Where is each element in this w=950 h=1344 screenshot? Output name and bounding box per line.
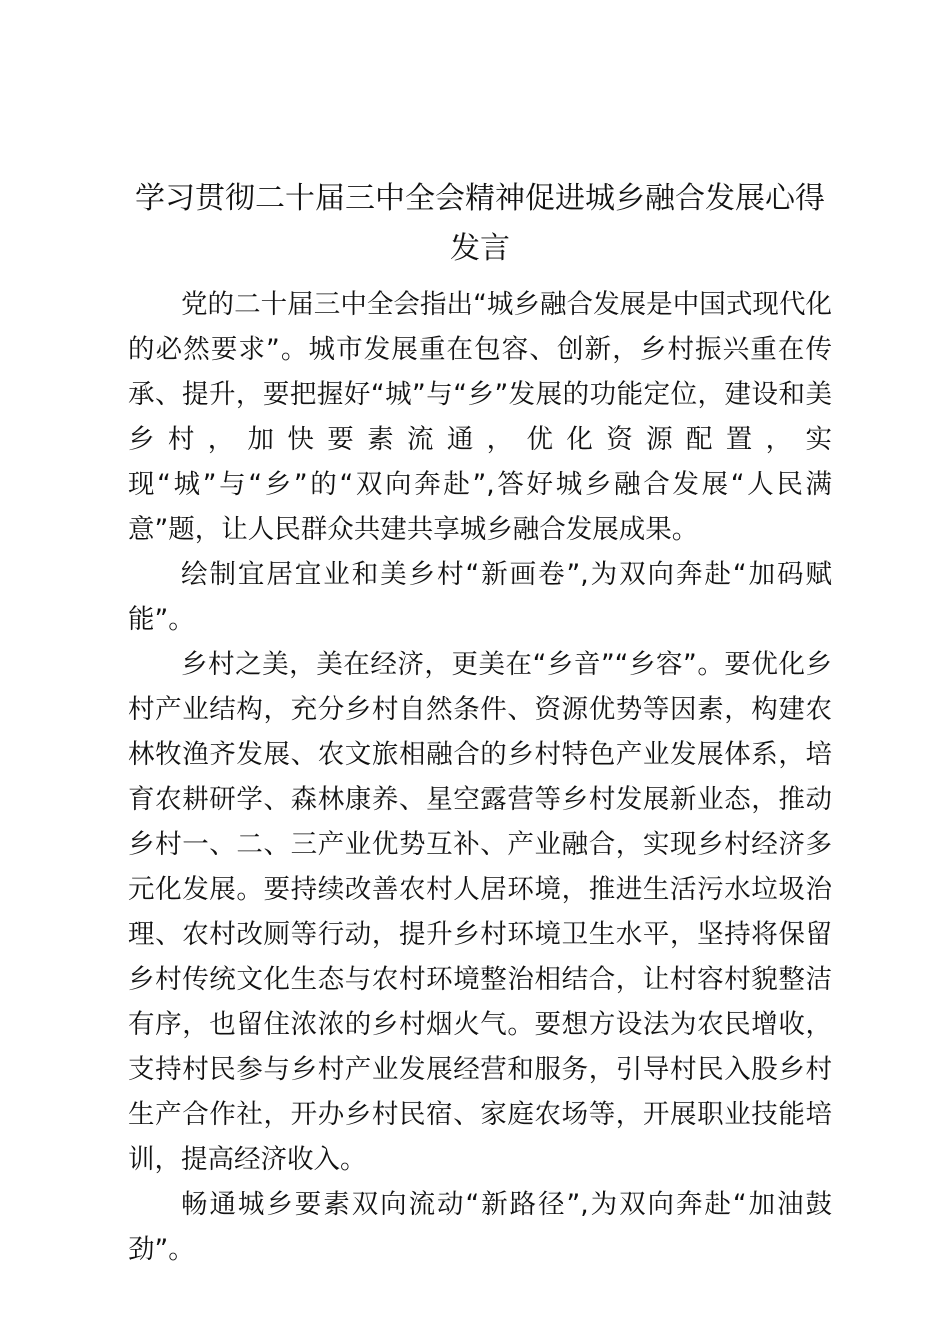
paragraph-intro: 党的二十届三中全会指出“城乡融合发展是中国式现代化的必然要求”。城市发展重在包容、创新，乡村振兴重在传承、提升，要把握好“城”与“乡”发展的功能定位，建设和美乡村，加快要素流通，优化资源配置，实现“城”与“乡”的“双向奔赴”,答好城乡融合发展“人民满意”题，让人民群众共建共享城乡融合发展成果。: [128, 289, 832, 545]
paragraph-heading-2: 畅通城乡要素双向流动“新路径”,为双向奔赴“加油鼓劲”。: [128, 1189, 832, 1265]
document-title: 学习贯彻二十届三中全会精神促进城乡融合发展心得发言: [135, 181, 825, 266]
document-content: [128, 174, 832, 1272]
document-body: [128, 282, 832, 1272]
paragraph-rural-beauty: 乡村之美，美在经济，更美在“乡音”“乡容”。要优化乡村产业结构，充分乡村自然条件、资源优势等因素，构建农林牧渔齐发展、农文旅相融合的乡村特色产业发展体系，培育农耕研学、森林康养、星空露营等乡村发展新业态，推动乡村一、二、三产业优势互补、产业融合，实现乡村经济多元化发展。要持续改善农村人居环境，推进生活污水垃圾治理、农村改厕等行动，提升乡村环境卫生水平，坚持将保留乡村传统文化生态与农村环境整治相结合，让村容村貌整洁有序，也留住浓浓的乡村烟火气。要想方设法为农民增收，支持村民参与乡村产业发展经营和服务，引导村民入股乡村生产合作社，开办乡村民宿、家庭农场等，开展职业技能培训，提高经济收入。: [128, 649, 832, 1175]
paragraph-heading-1: 绘制宜居宜业和美乡村“新画卷”,为双向奔赴“加码赋能”。: [128, 559, 832, 635]
